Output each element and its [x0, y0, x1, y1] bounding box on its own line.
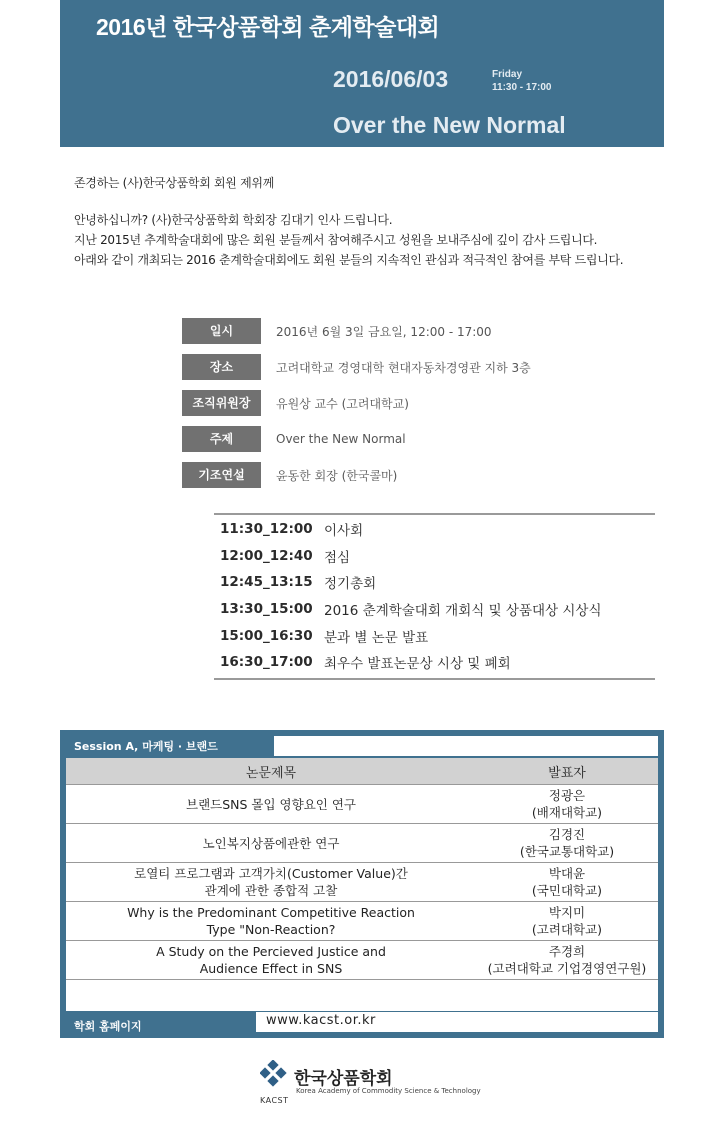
letter-line: 아래와 같이 개최되는 2016 춘계학술대회에도 회원 분들의 지속적인 관심과 적극적인 참여를 부탁 드립니다. — [74, 253, 624, 267]
banner-theme: Over the New Normal — [333, 112, 566, 138]
letter-greeting: 존경하는 (사)한국상품학회 회원 제위께 — [74, 176, 274, 190]
session-panel — [60, 730, 664, 1038]
kacst-logo-icon — [260, 1060, 292, 1094]
info-label: 주제 — [182, 426, 261, 452]
schedule-row — [214, 596, 655, 623]
paper-author — [476, 824, 658, 863]
paper-title-line: 노인복지상품에관한 연구 — [202, 835, 340, 851]
schedule-time: 12:00_12:40 — [220, 547, 313, 564]
paper-title-line: 관계에 관한 종합적 고찰 — [204, 883, 338, 898]
papers-table — [66, 758, 658, 980]
schedule-row — [214, 622, 655, 649]
table-row — [66, 902, 658, 941]
schedule-event: 2016 춘계학술대회 개회식 및 상품대상 시상식 — [324, 603, 602, 620]
info-value: Over the New Normal — [276, 432, 406, 446]
info-row-date — [182, 318, 531, 344]
paper-title — [66, 902, 476, 941]
paper-title-line: Audience Effect in SNS — [199, 961, 343, 976]
author-affiliation: (고려대학교) — [531, 922, 603, 937]
table-row — [66, 824, 658, 863]
paper-title-line: Type "Non-Reaction? — [206, 922, 336, 937]
paper-title — [66, 785, 476, 824]
homepage-link[interactable]: www.kacst.or.kr — [266, 1013, 376, 1028]
author-affiliation: (고려대학교 기업경영연구원) — [487, 961, 647, 976]
info-row-venue — [182, 354, 531, 380]
paper-title — [66, 863, 476, 902]
paper-title-line: A Study on the Percieved Justice and — [156, 944, 386, 959]
schedule-event: 점심 — [324, 549, 351, 566]
author-name: 정광은 — [548, 788, 586, 803]
col-header-title: 논문제목 — [66, 758, 476, 785]
info-row-keynote — [182, 462, 531, 488]
author-name: 김경진 — [548, 827, 586, 842]
paper-title-line: 브랜드SNS 몰입 영향요인 연구 — [186, 796, 356, 812]
paper-author — [476, 785, 658, 824]
schedule-event: 분과 별 논문 발표 — [324, 629, 429, 646]
schedule-time: 11:30_12:00 — [220, 521, 313, 538]
banner-time: 11:30 - 17:00 — [492, 82, 552, 93]
info-value: 고려대학교 경영대학 현대자동차경영관 지하 3층 — [276, 360, 531, 375]
program-schedule — [214, 513, 655, 680]
session-title: Session A, 마케팅 · 브랜드 — [74, 740, 218, 753]
logo-name: 한국상품학회 — [294, 1069, 393, 1089]
paper-title — [66, 824, 476, 863]
author-affiliation: (국민대학교) — [531, 883, 603, 898]
schedule-event: 최우수 발표논문상 시상 및 폐회 — [324, 656, 511, 673]
info-label: 조직위원장 — [182, 390, 261, 416]
info-row-chair — [182, 390, 531, 416]
banner-date: 2016/06/03 — [333, 66, 449, 92]
homepage-label: 학회 홈페이지 — [74, 1020, 142, 1033]
logo-abbr: KACST — [260, 1096, 289, 1105]
kacst-logo — [258, 1060, 488, 1110]
session-table-area — [66, 758, 658, 1011]
homepage-box — [256, 1012, 658, 1032]
banner-day: Friday — [492, 69, 523, 80]
schedule-time: 13:30_15:00 — [220, 601, 313, 618]
paper-author — [476, 863, 658, 902]
schedule-row — [214, 516, 655, 543]
author-affiliation: (배재대학교) — [531, 805, 603, 820]
session-title-strip — [274, 736, 658, 756]
schedule-time: 16:30_17:00 — [220, 654, 313, 671]
info-value: 윤동한 회장 (한국콜마) — [276, 468, 398, 483]
info-value: 2016년 6월 3일 금요일, 12:00 - 17:00 — [276, 324, 492, 339]
schedule-time: 15:00_16:30 — [220, 627, 313, 644]
info-label: 기조연설 — [182, 462, 261, 488]
paper-title — [66, 941, 476, 980]
banner-day-time — [492, 68, 552, 94]
table-row — [66, 785, 658, 824]
invitation-letter — [74, 173, 623, 270]
banner-title: 2016년 한국상품학회 춘계학술대회 — [96, 14, 440, 40]
paper-author — [476, 941, 658, 980]
paper-title-line: Why is the Predominant Competitive Reaction — [127, 905, 415, 920]
header-banner — [60, 0, 664, 147]
author-name: 주경희 — [548, 944, 586, 959]
table-row — [66, 941, 658, 980]
schedule-row — [214, 649, 655, 676]
author-affiliation: (한국교통대학교) — [519, 844, 615, 859]
paper-title-line: 로열티 프로그램과 고객가치(Customer Value)간 — [134, 866, 408, 881]
col-header-author: 발표자 — [476, 758, 658, 785]
info-label: 장소 — [182, 354, 261, 380]
schedule-row — [214, 569, 655, 596]
event-info — [182, 318, 531, 498]
info-label: 일시 — [182, 318, 261, 344]
info-row-theme — [182, 426, 531, 452]
letter-line: 안녕하십니까? (사)한국상품학회 학회장 김대기 인사 드립니다. — [74, 213, 393, 227]
author-name: 박지미 — [548, 905, 586, 920]
logo-subtitle: Korea Academy of Commodity Science & Technology — [296, 1087, 481, 1095]
paper-author — [476, 902, 658, 941]
schedule-event: 이사회 — [324, 523, 364, 540]
letter-line: 지난 2015년 추계학술대회에 많은 회원 분들께서 참여해주시고 성원을 보내주심에 깊이 감사 드립니다. — [74, 233, 598, 247]
schedule-time: 12:45_13:15 — [220, 574, 313, 591]
table-row — [66, 863, 658, 902]
author-name: 박대윤 — [548, 866, 586, 881]
schedule-event: 정기총회 — [324, 576, 377, 593]
schedule-row — [214, 543, 655, 570]
papers-header-row — [66, 758, 658, 785]
info-value: 유원상 교수 (고려대학교) — [276, 396, 409, 411]
